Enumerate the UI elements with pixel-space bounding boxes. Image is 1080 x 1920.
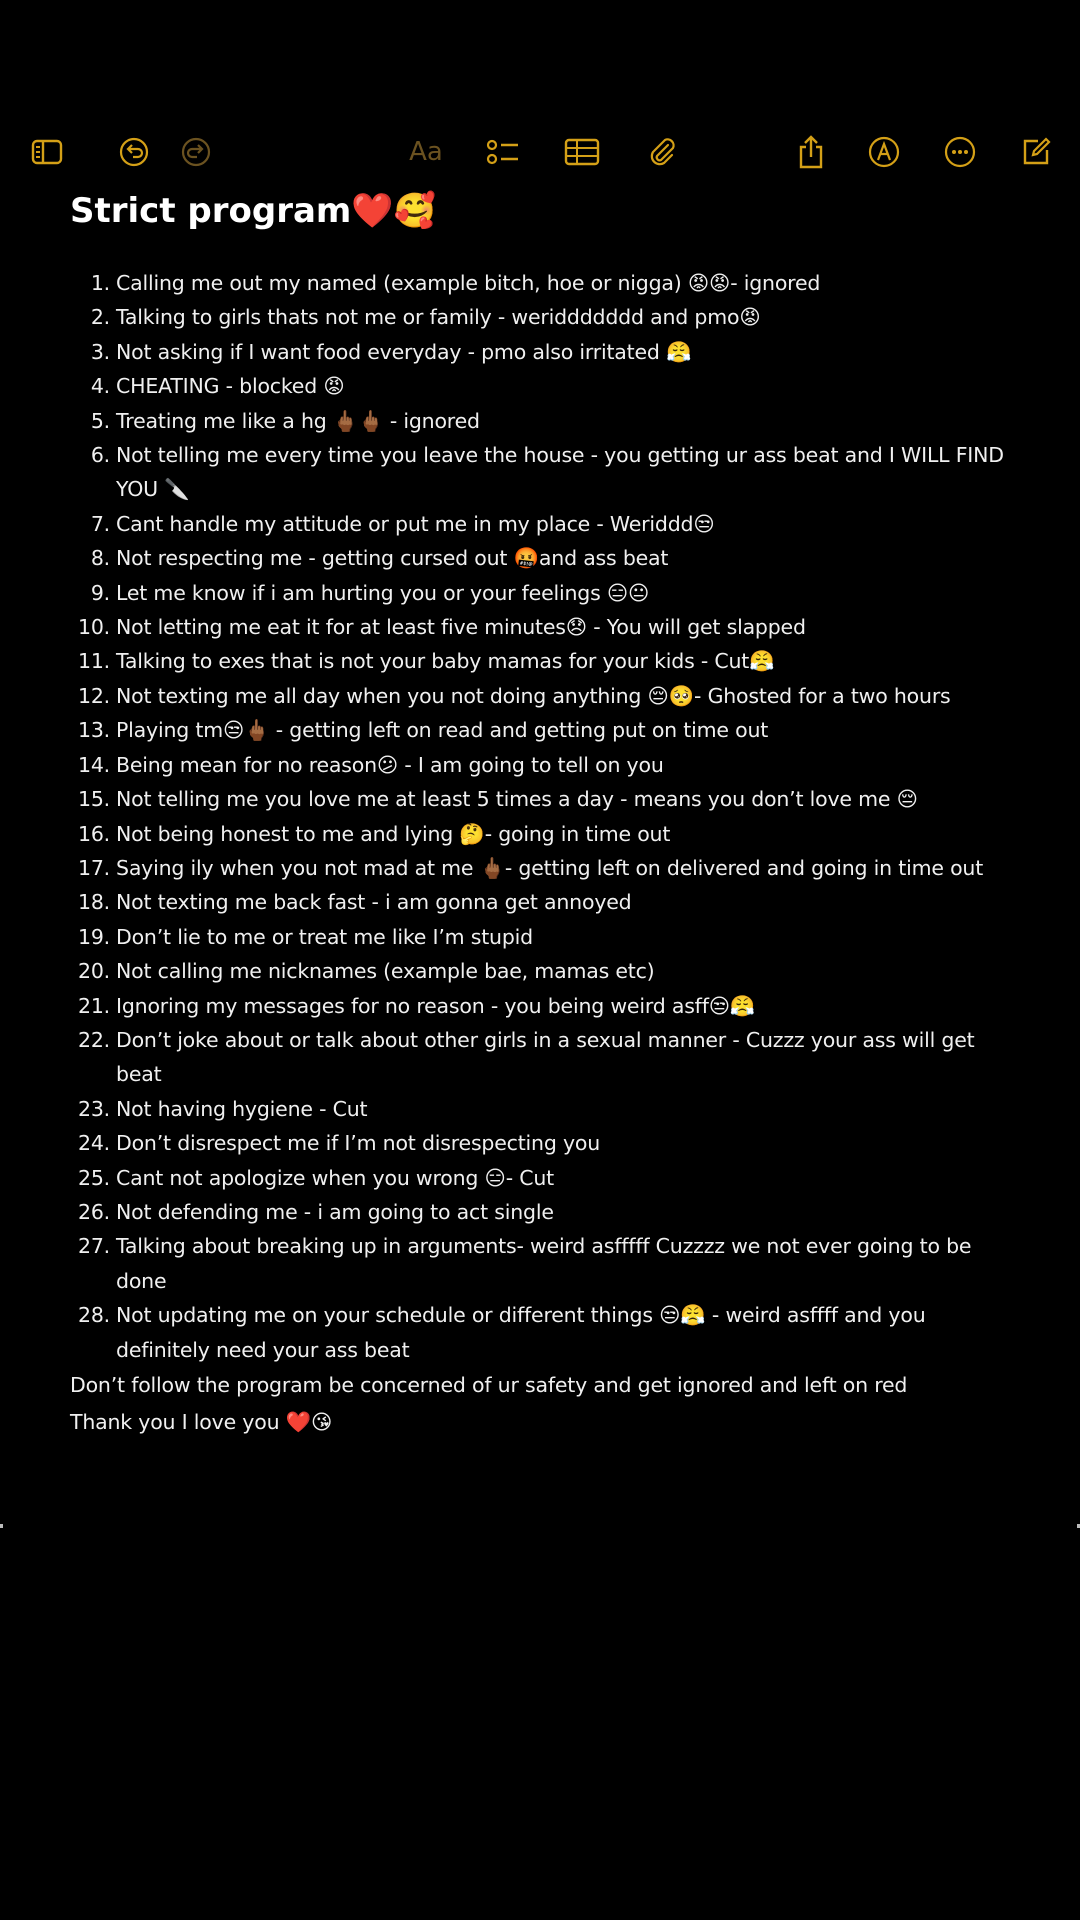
list-item-number: 7.	[90, 511, 110, 536]
list-item-text: Not letting me eat it for at least five minutes😞 - You will get slapped	[116, 615, 806, 640]
list-item[interactable]	[70, 679, 1020, 713]
footer-line: Don’t follow the program be concerned of ur safety and get ignored and left on red	[70, 1373, 908, 1397]
list-item-text: Not telling me you love me at least 5 times a day - means you don’t love me 😔	[116, 787, 918, 812]
checklist-icon[interactable]	[485, 134, 521, 170]
list-item-number: 27.	[77, 1234, 110, 1259]
list-item[interactable]	[70, 541, 1020, 575]
text-format-icon[interactable]: Aa	[409, 137, 443, 167]
list-item[interactable]	[70, 1161, 1020, 1195]
list-item[interactable]	[70, 1023, 1020, 1092]
list-item-text: Not calling me nicknames (example bae, mamas etc)	[116, 959, 655, 984]
list-item[interactable]	[70, 369, 1020, 403]
list-item-text: Cant handle my attitude or put me in my place - Weriddd😒	[116, 511, 715, 536]
list-item-number: 13.	[77, 718, 110, 743]
list-item-text: Saying ily when you not mad at me 🖕🏾- getting left on delivered and going in time out	[116, 855, 984, 880]
list-item[interactable]	[70, 954, 1020, 988]
list-item-text: Not telling me every time you leave the house - you getting ur ass beat and I WILL FIND YOU 🔪	[116, 443, 1004, 502]
markup-icon[interactable]	[868, 134, 900, 170]
list-item-text: Not texting me all day when you not doing anything 😔🥺- Ghosted for a two hours	[116, 683, 951, 708]
note-title[interactable]: Strict program❤️🥰	[70, 191, 437, 231]
list-item[interactable]	[70, 266, 1020, 300]
list-item[interactable]	[70, 1092, 1020, 1126]
undo-icon[interactable]	[118, 134, 150, 170]
list-item-text: Treating me like a hg 🖕🏾🖕🏾 - ignored	[116, 408, 480, 433]
sidebar-icon[interactable]	[30, 134, 64, 170]
list-item-text: Don’t disrespect me if I’m not disrespecting you	[116, 1131, 601, 1156]
list-item[interactable]	[70, 335, 1020, 369]
list-item-number: 21.	[77, 993, 110, 1018]
list-item-number: 11.	[77, 649, 110, 674]
compose-icon[interactable]	[1021, 134, 1051, 170]
share-icon[interactable]	[796, 134, 826, 170]
list-item[interactable]	[70, 748, 1020, 782]
list-item[interactable]	[70, 300, 1020, 334]
list-item-number: 9.	[90, 580, 110, 605]
attachment-icon[interactable]	[645, 134, 679, 170]
list-item-text: Not respecting me - getting cursed out 🤬and ass beat	[116, 546, 669, 571]
list-item-number: 14.	[77, 752, 110, 777]
list-item-number: 18.	[77, 890, 110, 915]
list-item-text: Talking to exes that is not your baby mamas for your kids - Cut😤	[116, 649, 775, 674]
list-item-text: Not having hygiene - Cut	[116, 1096, 368, 1121]
list-item-number: 26.	[77, 1199, 110, 1224]
list-item[interactable]	[70, 1298, 1020, 1367]
list-item-number: 2.	[90, 305, 110, 330]
list-item-number: 20.	[77, 959, 110, 984]
list-item-number: 23.	[77, 1096, 110, 1121]
scroll-edge-marker	[0, 1524, 3, 1528]
footer-line: Thank you I love you ❤️😘	[70, 1410, 333, 1434]
table-icon[interactable]	[564, 134, 600, 170]
list-item[interactable]	[70, 920, 1020, 954]
list-item-text: Not being honest to me and lying 🤔- going in time out	[116, 821, 671, 846]
list-item[interactable]	[70, 507, 1020, 541]
list-item-number: 10.	[77, 615, 110, 640]
list-item-number: 5.	[90, 408, 110, 433]
list-item-number: 16.	[77, 821, 110, 846]
note-footer	[70, 1367, 1020, 1441]
list-item[interactable]	[70, 1195, 1020, 1229]
list-item-number: 25.	[77, 1165, 110, 1190]
list-item-text: Ignoring my messages for no reason - you being weird asff😒😤	[116, 993, 756, 1018]
rules-list	[70, 266, 1020, 1367]
list-item[interactable]	[70, 989, 1020, 1023]
list-item-number: 19.	[77, 924, 110, 949]
list-item[interactable]	[70, 610, 1020, 644]
list-item[interactable]	[70, 817, 1020, 851]
list-item-text: Let me know if i am hurting you or your feelings 😑😐	[116, 580, 650, 605]
note-body[interactable]	[70, 186, 1020, 1441]
notes-toolbar	[0, 134, 1080, 170]
list-item-text: Not asking if I want food everyday - pmo also irritated 😤	[116, 339, 692, 364]
list-item-text: Cant not apologize when you wrong 😑- Cut	[116, 1165, 554, 1190]
list-item-text: Not updating me on your schedule or different things 😒😤 - weird asffff and you definitely need your ass beat	[116, 1303, 926, 1362]
list-item[interactable]	[70, 851, 1020, 885]
list-item-number: 12.	[77, 683, 110, 708]
list-item-number: 8.	[90, 546, 110, 571]
list-item-number: 1.	[90, 271, 110, 295]
list-item[interactable]	[70, 885, 1020, 919]
list-item-text: Talking about breaking up in arguments- weird asfffff Cuzzzz we not ever going to be done	[116, 1234, 972, 1293]
list-item-number: 28.	[77, 1303, 110, 1328]
list-item-text: Talking to girls thats not me or family - weriddddddd and pmo😡	[116, 305, 761, 330]
list-item[interactable]	[70, 404, 1020, 438]
list-item-number: 6.	[90, 443, 110, 468]
list-item-text: Don’t joke about or talk about other girls in a sexual manner - Cuzzz your ass will get beat	[116, 1027, 975, 1087]
list-item-text: Don’t lie to me or treat me like I’m stupid	[116, 924, 533, 949]
list-item-number: 24.	[77, 1131, 110, 1156]
list-item-number: 3.	[90, 339, 110, 364]
more-icon[interactable]	[944, 134, 976, 170]
list-item[interactable]	[70, 1126, 1020, 1160]
list-item-number: 22.	[77, 1027, 110, 1052]
list-item-text: CHEATING - blocked 😡	[116, 374, 345, 399]
list-item[interactable]	[70, 782, 1020, 816]
list-item-number: 4.	[90, 374, 110, 399]
list-item[interactable]	[70, 713, 1020, 747]
list-item[interactable]	[70, 576, 1020, 610]
list-item-text: Not defending me - i am going to act single	[116, 1199, 554, 1224]
list-item-number: 15.	[77, 787, 110, 812]
list-item[interactable]	[70, 1229, 1020, 1298]
list-item-text: Calling me out my named (example bitch, hoe or nigga) 😡😡- ignored	[116, 271, 821, 295]
list-item-number: 17.	[77, 855, 110, 880]
redo-icon[interactable]	[180, 134, 212, 170]
list-item[interactable]	[70, 438, 1020, 507]
list-item-text: Playing tm😒🖕🏾 - getting left on read and getting put on time out	[116, 718, 769, 743]
list-item-text: Being mean for no reason😕 - I am going to tell on you	[116, 752, 664, 777]
list-item-text: Not texting me back fast - i am gonna get annoyed	[116, 890, 632, 915]
list-item[interactable]	[70, 644, 1020, 678]
